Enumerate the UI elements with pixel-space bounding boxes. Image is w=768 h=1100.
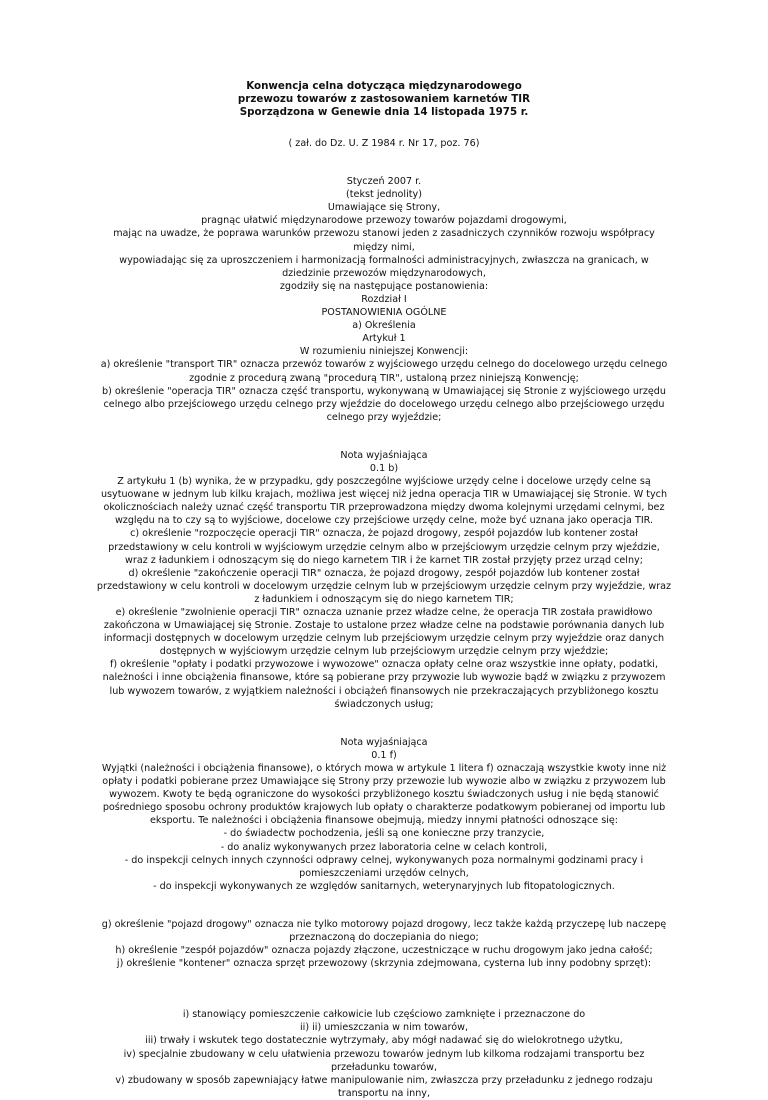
text-line: e) określenie "zwolnienie operacji TIR" oznacza uznanie przez władze celne, że operacja TIR została prawidłowo [115,607,653,618]
title-line: Sporządzona w Genewie dnia 14 listopada 1975 r. [239,106,529,118]
text-line: przeznaczoną do doczepiania do niego; [289,931,479,943]
text-line: celnego przy wyjeździe; [326,411,442,423]
text-line: przedstawiony w celu kontroli w docelowym urzędzie celnym lub w przejściowym urzędzie celnym przy wyjeździe, wraz [96,580,672,592]
text-line: j) określenie "kontener" oznacza sprzęt przewozowy (skrzynia zdejmowana, cysterna lub inny podobny sprzęt): [116,958,652,970]
text-line: a) określenie "transport TIR" oznacza przewóz towarów z wyjściowego urzędu celnego do docelowego urzędu celnego [100,359,668,371]
text-line: Z artykułu 1 (b) wynika, że w przypadku, gdy poszczególne wyjściowe urzędy celne i docelowe urzędy celne są [117,476,651,488]
list-item: - do świadectw pochodzenia, jeśli są one konieczne przy tranzycie, [223,828,545,840]
definitions-section [0,918,768,970]
list-item: iv) specjalnie zbudowany w celu ułatwienia przewozu towarów jednym lub kilkoma rodzajami transportu bez [123,1048,645,1060]
text-line: przedstawiony w celu kontroli w wyjściowym urzędzie celnym albo w przejściowym urzędzie celnym przy wjeździe, [108,541,660,553]
text-line: z ładunkiem i odnoszącym się do niego karnetem TIR; [254,593,514,605]
text-line: usytuowane w jednym lub kilku krajach, możliwa jest więcej niż jedna operacja TIR w Umawiającej się Stronie. W tych [100,489,668,501]
text-line: wywozem. Kwoty te będą ograniczone do wysokości przybliżonego kosztu świadczonych usług i nie będą stanowić [109,789,659,801]
text-line: Wyjątki (należności i obciążenia finansowe), o których mowa w artykule 1 litera f) oznaczają wszystkie kwoty inne niż [101,762,667,774]
text-line: d) określenie "zakończenie operacji TIR" oznacza, że pojazd drogowy, zespół pojazdów lub kontener został [128,567,640,579]
section-heading: a) Określenia [352,320,416,332]
text-line: eksportu. Te należności i obciążenia finansowe obejmują, miedzy innymi płatności odnoszące się: [149,815,618,827]
note-number: 0.1 b) [369,462,399,474]
list-item: - do analiz wykonywanych przez laboratoria celne w celach kontroli, [220,841,548,853]
note-heading: Nota wyjaśniająca [340,736,428,748]
text-line: pośredniego sposobu ochrony produktów krajowych lub opłaty o charakterze podatkowym pobieranej od importu lub [102,802,666,814]
text-line: dziedzinie przewozów międzynarodowych, [282,267,486,279]
chapter-heading: Rozdział I [361,293,407,305]
text-line: okolicznościach należy uznać część transportu TIR przeprowadzona między dwoma kolejnymi urzędami celnymi, bez [103,502,665,514]
list-item: ii) ii) umieszczania w nim towarów, [299,1022,469,1034]
list-item: - do inspekcji celnych innych czynności odprawy celnej, wykonywanych poza normalnymi godzinami pracy i [124,854,644,866]
article-heading: Artykuł 1 [362,333,406,345]
title-line: Konwencja celna dotycząca międzynarodowego [246,80,522,92]
text-line: względu na to czy są to wyjściowe, docelowe czy przejściowe urzędy celne, może być uznana jako operacja TIR. [114,515,654,527]
note-heading: Nota wyjaśniająca [340,449,428,461]
text-line: zgodziły się na następujące postanowienia: [279,280,489,292]
explanatory-note-1 [0,449,768,711]
text-line: g) określenie "pojazd drogowy" oznacza nie tylko motorowy pojazd drogowy, lecz także każdą przyczepę lub naczepę [101,918,667,930]
text-line: zgodnie z procedurą zwaną "procedurą TIR", ustaloną przez niniejszą Konwencję; [189,372,579,384]
title-line: przewozu towarów z zastosowaniem karnetów TIR [237,93,531,105]
text-line: wraz z ładunkiem i odnoszącym się do niego karnetem TIR i że karnet TIR został przyjęty przez urząd celny; [125,554,643,566]
container-criteria-list [0,1008,768,1100]
text-line: informacji dostępnych w docelowym urzędzie celnym lub przejściowym urzędzie celnym przy wyjeździe oraz danych [103,633,665,645]
text-line: c) określenie "rozpoczęcie operacji TIR" oznacza, że pojazd drogowy, zespół pojazdów lub kontener został [130,528,638,540]
text-line: b) określenie "operacja TIR" oznacza część transportu, wykonywaną w Umawiającej się Stronie z wyjściowego urzędu [102,385,666,397]
text-line: opłaty i podatki pobierane przez Umawiające się Strony przy przewozie lub wywozie albo w związku z przywozem lub [102,776,666,788]
chapter-title: POSTANOWIENIA OGÓLNE [321,307,447,319]
list-item: transportu na inny, [337,1087,431,1099]
document-title [0,80,768,119]
text-line: między nimi, [353,241,415,253]
reference-line: ( zał. do Dz. U. Z 1984 r. Nr 17, poz. 76) [288,138,480,149]
list-item: i) stanowiący pomieszczenie całkowicie lub częściowo zamknięte i przeznaczone do [182,1009,586,1021]
list-item: v) zbudowany w sposób zapewniający łatwe manipulowanie nim, zwłaszcza przy przeładunku z jednego rodzaju [115,1074,653,1086]
text-line: świadczonych usług; [334,698,434,710]
text-line: dostępnych w wyjściowym urzędzie celnym lub przejściowym urzędzie celnym przy wjeździe; [159,646,609,658]
text-line: f) określenie "opłaty i podatki przywozowe i wywozowe" oznacza opłaty celne oraz wszystkie inne opłaty, podatki, [109,659,659,671]
note-number: 0.1 f) [371,749,397,761]
text-line: pragnąc ułatwić międzynarodowe przewozy towarów pojazdami drogowymi, [201,215,567,227]
text-line: należności i inne obciążenia finansowe, które są pobierane przy przywozie lub wywozie bądź w związku z przywozem [102,672,666,684]
intro-section [0,175,768,424]
text-line: h) określenie "zespół pojazdów" oznacza pojazdy złączone, uczestniczące w ruchu drogowym jako jedna całość; [115,945,653,957]
text-line: Umawiające się Strony, [327,202,441,214]
text-line: celnego albo przejściowego urzędu celnego przy wjeździe do docelowego urzędu celnego albo przejściowego urzędu [103,398,665,410]
text-line: Styczeń 2007 r. [346,176,422,188]
explanatory-note-2 [0,736,768,893]
text-line: wypowiadając się za uproszczeniem i harmonizacją formalności administracyjnych, zwłaszcza na granicach, w [119,254,649,266]
text-line: zakończona w Umawiającej się Stronie. Zostaje to ustalone przez władze celne na podstawie porównania danych lub [103,620,665,632]
list-item: - do inspekcji wykonywanych ze względów sanitarnych, weterynaryjnych lub fitopatologicznych. [153,880,615,892]
list-item: iii) trwały i wskutek tego dostatecznie wytrzymały, aby mógł nadawać się do wielokrotnego użytku, [145,1035,623,1047]
list-item: przeładunku towarów, [330,1061,438,1073]
text-line: lub wywozem towarów, z wyjątkiem należności i obciążeń finansowych nie przekraczających przybliżonego kosztu [109,685,659,697]
list-item: pomieszczeniami urzędów celnych, [299,867,469,879]
text-line: (tekst jednolity) [346,189,422,201]
text-line: mając na uwadze, że poprawa warunków przewozu stanowi jeden z zasadniczych czynników rozwoju współpracy [113,228,655,240]
reference-note [0,137,768,150]
text-line: W rozumieniu niniejszej Konwencji: [299,346,469,358]
